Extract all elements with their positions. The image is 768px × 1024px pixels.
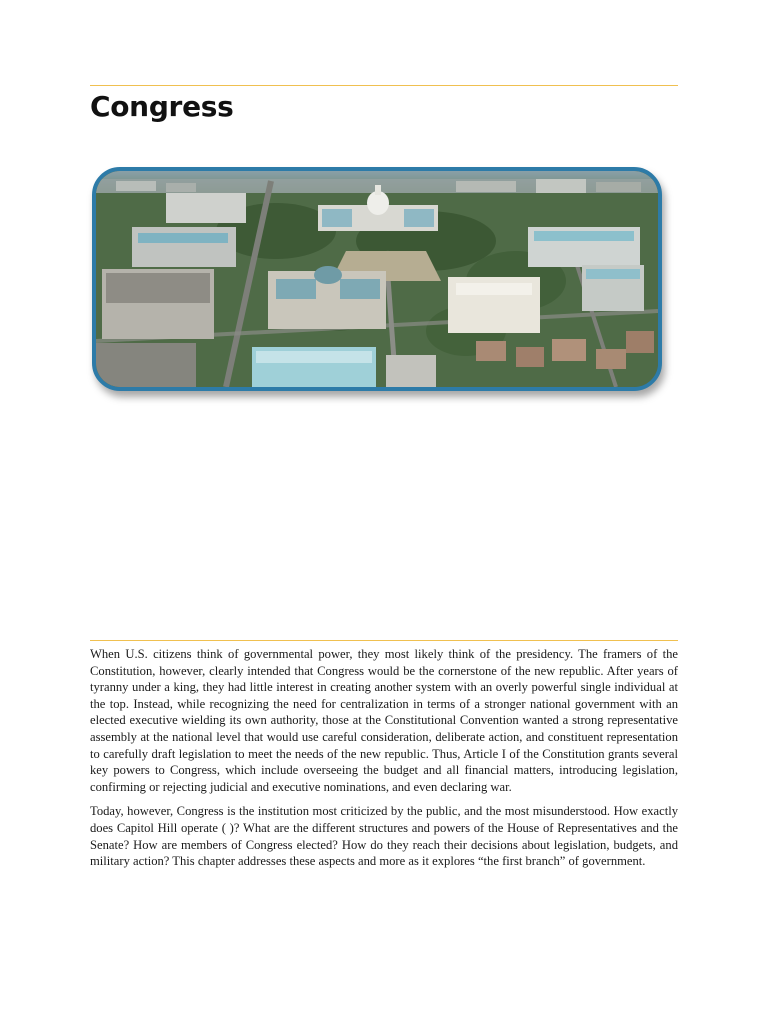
chapter-opener-photo — [92, 167, 662, 391]
section-divider — [90, 640, 678, 641]
chapter-introduction — [90, 646, 678, 878]
capitol-hill-aerial-image — [96, 171, 658, 387]
top-divider — [90, 85, 678, 86]
paragraph: Today, however, Congress is the institution most criticized by the public, and the most misunderstood. How exactly does Capitol Hill operate ( )? What are the different structures and powers of the House of Representatives and the Senate? How are members of Congress elected? How do they reach their decisions about legislation, budgets, and military action? This chapter addresses these aspects and more as it explores “the first branch” of government. — [90, 804, 678, 869]
paragraph: When U.S. citizens think of governmental power, they most likely think of the presidency. The framers of the Constitution, however, clearly intended that Congress would be the cornerstone of the new republic. After years of tyranny under a king, they had little interest in creating another system with an overly powerful single individual at the top. Instead, while recognizing the need for centralization in terms of a stronger national government with an elected executive wielding its own authority, those at the Constitutional Convention wanted a strong representative assembly at the national level that would use careful consideration, deliberate action, and constituent representation to carefully draft legislation to meet the needs of the new republic. Thus, Article I of the Constitution grants several key powers to Congress, which include overseeing the budget and all financial matters, introducing legislation, confirming or rejecting judicial and executive nominations, and even declaring war. — [90, 647, 678, 794]
chapter-title: Congress — [90, 90, 234, 123]
